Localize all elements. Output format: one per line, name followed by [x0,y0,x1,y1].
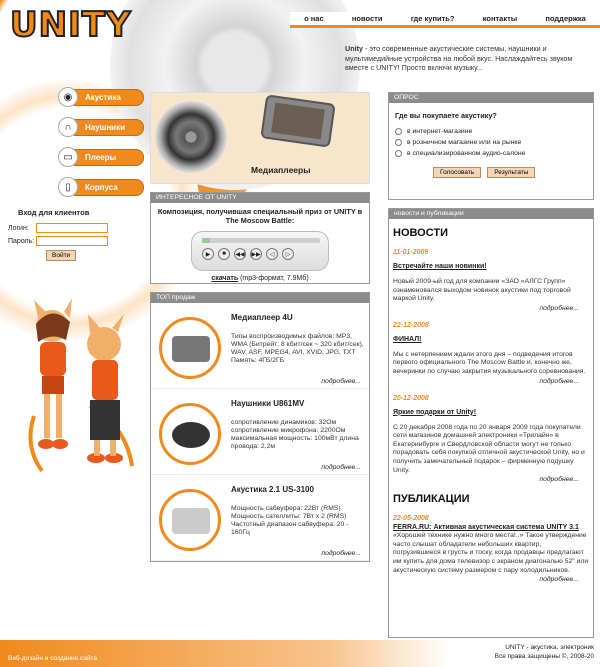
results-button[interactable]: Результаты [487,167,535,178]
product-item[interactable] [151,389,369,475]
product-description: Мощность сабвуфера: 22Вт (RMS) Мощность сателлиты: 7Вт x 2 (RMS) Частотный диапазон сабвуфера: 20 - 160Гц [231,505,349,536]
more-link[interactable]: подробнее... [321,550,361,557]
poll-panel [388,92,594,200]
banner-caption: Медиаплееры [251,165,311,175]
panel-header: ОПРОС [389,93,593,103]
product-item[interactable] [151,475,369,561]
top-sales-panel [150,292,370,562]
menu-label: Плееры [74,149,144,166]
option-label: в интернет-магазине [407,128,473,135]
product-description: Типы воспроизводимых файлов: MP3, WMA (Битрейт: 8 кбит/сек ~ 320 кбит/сек), WAV, ASF, MPEG4, AVI, XVID, JPG, TXT Память: 4ГБ/2ГБ [231,333,364,364]
mascot-illustration [14,296,144,476]
footer-credit-link[interactable]: Веб-дизайн и создание сайта [8,655,98,662]
more-link[interactable]: подробнее... [321,378,361,385]
news-title-link[interactable]: ФИНАЛ! [393,335,422,343]
news-date: 20-12-2008 [393,394,429,402]
login-button[interactable]: Войти [46,250,76,261]
menu-item-players[interactable] [58,148,144,166]
play-icon[interactable]: ▶ [202,248,214,260]
menu-item-headphones[interactable] [58,118,144,136]
download-link[interactable]: скачать [211,275,239,282]
volume-down-icon[interactable]: ◁ [266,248,278,260]
footer-line: Все права защищены ©, 2008-20 [494,653,594,660]
footer-copyright [495,643,594,661]
speaker-image [155,101,227,173]
news-body: Новый 2009-ый год для компании «ЗАО «АЛГС Групп» ознаменовался выходом новинок акустики под торговой маркой Unity. [393,278,571,303]
tagline-brand: Unity [345,44,363,53]
nav-about[interactable]: о нас [304,14,324,23]
news-section-title: НОВОСТИ [393,227,449,239]
volume-up-icon[interactable]: ▷ [282,248,294,260]
option-label: в розничном магазине или на рынке [407,139,522,146]
password-input[interactable] [36,236,108,246]
forward-icon[interactable]: ▶▶ [250,248,262,260]
panel-header: новости и публикации [389,209,593,219]
login-title: Вход для клиентов [18,208,90,217]
menu-item-cases[interactable] [58,178,144,196]
stop-icon[interactable]: ■ [218,248,230,260]
nav-support[interactable]: поддержка [545,14,586,23]
interest-panel [150,192,370,284]
footer-line: UNITY - акустика, электроник [505,644,594,651]
progress-bar[interactable] [202,238,320,243]
product-description: сопротивление динамиков: 32Ом сопротивление микрофона: 2200Ом максимальная мощность: 100мВт длина провода: 2,2м [231,419,359,450]
nav-contacts[interactable]: контакты [482,14,518,23]
menu-label: Наушники [74,119,144,136]
news-item [393,395,589,484]
panel-header: ИНТЕРЕСНОЕ ОТ UNITY [151,193,369,203]
product-image [159,489,221,551]
product-image [159,317,221,379]
product-name[interactable]: Акустика 2.1 US-3100 [231,485,314,494]
login-form [8,208,138,261]
more-link[interactable]: подробнее... [539,304,579,312]
vote-button[interactable]: Голосовать [433,167,481,178]
publication-title-link[interactable]: FERRA.RU: Активная акустическая система UNITY 3.1 [393,524,579,532]
more-link[interactable]: подробнее... [321,464,361,471]
tagline-text: - это современные акустические системы, наушники и мультимедийные устройства на любой вкус. Наслаждайтесь звуком вместе с UNITY! Просто включи музыку... [345,44,573,72]
more-link[interactable]: подробнее... [539,476,579,484]
download-info: (mp3-формат, 7.9Мб) [238,275,309,282]
poll-option[interactable] [395,139,593,146]
menu-label: Корпуса [74,179,144,196]
mediaplayers-banner[interactable] [150,92,370,184]
player-icon: ▭ [58,147,78,167]
news-title-link[interactable]: Яркие подарки от Unity! [393,408,477,416]
menu-item-acoustics[interactable] [58,88,144,106]
option-label: в специализированном аудио-салоне [407,150,526,157]
news-panel [388,208,594,638]
poll-option[interactable] [395,150,593,157]
center-column [150,92,370,562]
news-body: Мы с нетерпением ждали этого дня – подведения итогов первого официального The Moscow Battle и, конечно же, вечеринки по случаю закрытия музыкального соревнования. [393,350,586,375]
publication-body: «Хорошей технике нужно много места!..» Такое утверждение часто слышат обладатели небольших квартир, погрузившиеся в грусть и тоску, когда продавцы предлагают им купить для дома телевизор с экраном диагональю 52" или акустическую систему размером с пару холодильников. [393,532,589,574]
news-date: 11-01-2009 [393,249,429,256]
panel-header: ТОП продаж [151,293,369,303]
radio-button[interactable] [395,128,402,135]
category-menu [58,88,144,208]
product-name[interactable]: Наушники U861MV [231,399,305,408]
top-navigation [290,12,600,28]
login-input[interactable] [36,223,108,233]
news-body: С 20 декабря 2008 года по 20 января 2009 года покупатели сети магазинов домашней электроники «Трилайн» в Екатеринбурге и Свердловской области могут не только порадовать себя покупкой отличной акустической Unity, но и получить замечательный подарок – фирменную подушку Unity. [393,423,585,474]
rewind-icon[interactable]: ◀◀ [234,248,246,260]
product-name[interactable]: Медиаплеер 4U [231,313,293,322]
headphones-icon: ∩ [58,117,78,137]
publications-section-title: ПУБЛИКАЦИИ [393,493,470,506]
audio-player[interactable] [191,231,329,271]
password-label: Пароль: [8,237,35,245]
interest-text: Композиция, получившая специальный приз от UNITY в The Moscow Battle: [157,207,363,225]
case-icon: ▯ [58,177,78,197]
news-item [393,322,589,385]
nav-where-to-buy[interactable]: где купить? [410,14,455,23]
right-column [388,92,594,638]
download-line [151,275,369,282]
poll-question: Где вы покупаете акустику? [395,111,497,120]
menu-label: Акустика [74,89,144,106]
news-title-link[interactable]: Встречайте наши новинки! [393,263,487,270]
product-image [159,403,221,465]
login-label: Логин: [8,224,29,232]
footer [0,640,600,667]
product-item[interactable] [151,303,369,389]
more-link[interactable]: подробнее... [539,377,579,385]
poll-option[interactable] [395,128,593,135]
publication-date: 22-05-2008 [393,515,429,523]
publication-item [393,515,589,583]
nav-news[interactable]: новости [351,14,383,23]
radio-button[interactable] [395,150,402,157]
radio-button[interactable] [395,139,402,146]
player-image [260,94,335,147]
speaker-icon: ◉ [58,87,78,107]
unity-logo[interactable]: UNITY [10,5,132,45]
news-date: 22-12-2008 [393,321,429,329]
more-link[interactable]: подробнее... [539,576,579,584]
news-item [393,249,589,312]
tagline [345,44,593,73]
